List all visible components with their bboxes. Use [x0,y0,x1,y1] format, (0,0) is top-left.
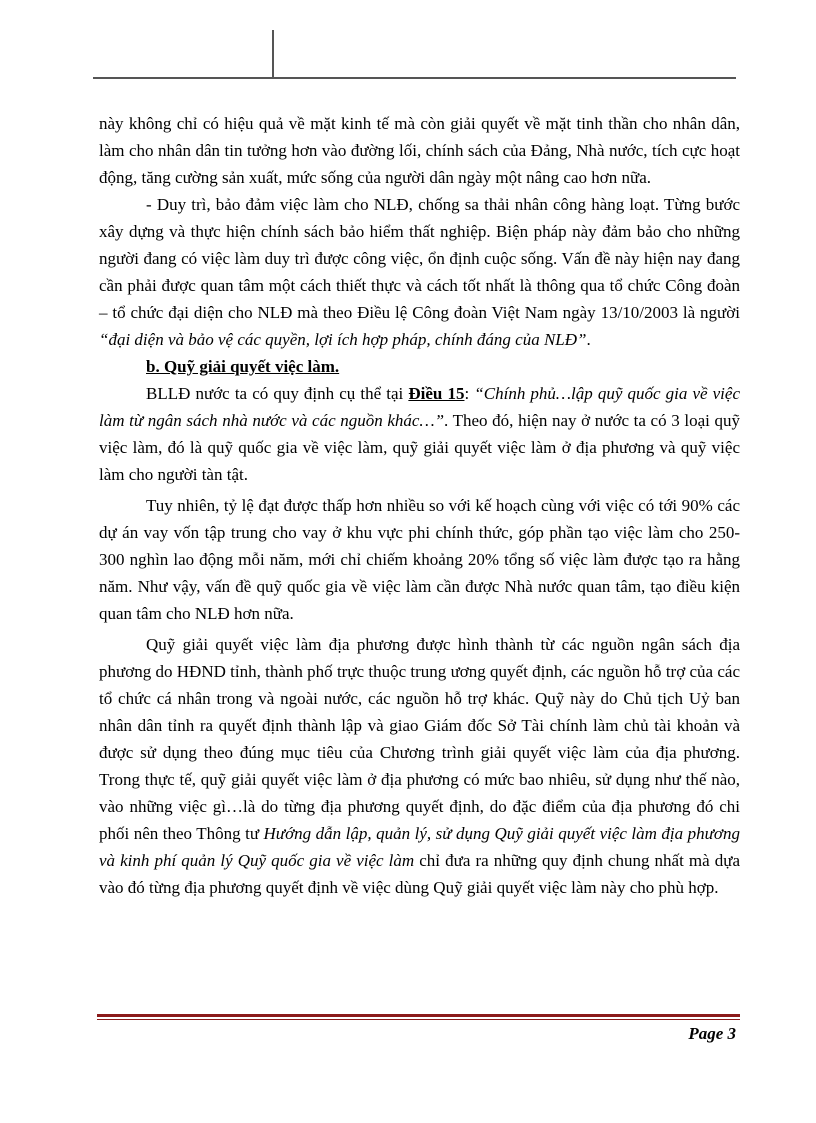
footer-rule-thin [97,1019,740,1020]
paragraph-3-end: . Theo đó, hiện nay ở nước ta có 3 loại quỹ việc làm, đó là quỹ quốc gia về việc làm, quỹ giải quyết việc làm ở địa phương và quỹ việc làm cho người tàn tật. [99,411,740,484]
footer-rule-thick [97,1014,740,1017]
paragraph-2-end: . [586,330,591,349]
paragraph-1: này không chỉ có hiệu quả về mặt kinh tế mà còn giải quyết về mặt tinh thần cho nhân dân, làm cho nhân dân tin tưởng hơn vào đường lối, chính sách của Đảng, Nhà nước, tích cực hoạt động, tăng cường sản xuất, mức sống của người dân ngày một nâng cao hơn nữa. [99,114,740,187]
paragraph-2-text: - Duy trì, bảo đảm việc làm cho NLĐ, chống sa thải nhân công hàng loạt. Từng bước xây dựng và thực hiện chính sách bảo hiểm thất nghiệp. Biện pháp này đảm bảo cho những người đang có việc làm duy trì được công việc, ổn định cuộc sống. Vấn đề này hiện nay đang cần phải được quan tâm một cách thiết thực và cách tốt nhất là thông qua tổ chức Công đoàn – tổ chức đại diện cho NLĐ mà theo Điều lệ Công đoàn Việt Nam ngày 13/10/2003 là người [99,195,740,322]
paragraph-3-colon: : [464,384,475,403]
paragraph-4: Tuy nhiên, tỷ lệ đạt được thấp hơn nhiều so với kế hoạch cùng với việc có tới 90% các dự án vay vốn tập trung cho vay ở khu vực phi chính thức, góp phần tạo việc làm cho 250-300 nghìn lao động mỗi năm, mới chỉ chiếm khoảng 20% tổng số việc làm được tạo ra hằng năm. Như vậy, vấn đề quỹ quốc gia về việc làm cần được Nhà nước quan tâm, tạo điều kiện quan tâm cho NLĐ hơn nữa. [99,496,740,623]
law-article-ref: Điều 15 [408,384,465,403]
section-heading-b: b. Quỹ giải quyết việc làm. [146,357,340,376]
header-divider-tick [272,30,274,77]
paragraph-2-quote: “đại diện và bảo vệ các quyền, lợi ích hợp pháp, chính đáng của NLĐ” [99,330,587,349]
paragraph-3-start: BLLĐ nước ta có quy định cụ thể tại [146,384,409,403]
paragraph-3 [99,380,740,488]
paragraph-5-end: chỉ đưa ra những quy định chung nhất mà dựa vào đó từng địa phương quyết định về việc dùng Quỹ giải quyết việc làm này cho phù hợp. [99,851,740,897]
document-body [99,110,740,901]
paragraph-5-start: Quỹ giải quyết việc làm địa phương được hình thành từ các nguồn ngân sách địa phương do HĐND tỉnh, thành phố trực thuộc trung ương quyết định, các nguồn hỗ trợ của các tổ chức cá nhân trong và ngoài nước, các nguồn hỗ trợ khác. Quỹ này do Chủ tịch Uỷ ban nhân dân tỉnh ra quyết định thành lập và giao Giám đốc Sở Tài chính làm chủ tài khoản và được sử dụng theo đúng mục tiêu của Chương trình giải quyết việc làm của địa phương. Trong thực tế, quỹ giải quyết việc làm ở địa phương có mức bao nhiêu, sử dụng như thế nào, vào những việc gì…là do từng địa phương quyết định, do đặc điểm của địa phương đó chi phối nên theo Thông tư [99,635,740,843]
circular-title: Hướng dẫn lập, quản lý, sử dụng Quỹ giải quyết việc làm địa phương và kinh phí quản lý Quỹ quốc gia về việc làm [99,824,740,870]
header-rule [93,77,736,79]
page-number: Page 3 [688,1024,736,1043]
paragraph-3-quote: “Chính phủ…lập quỹ quốc gia về việc làm từ ngân sách nhà nước và các nguồn khác…” [99,384,741,430]
paragraph-5 [99,631,740,901]
paragraph-2 [99,191,740,353]
